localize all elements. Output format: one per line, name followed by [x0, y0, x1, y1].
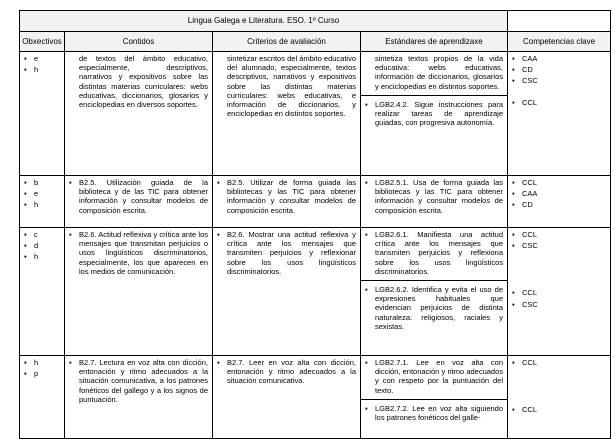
objective-item: e	[34, 54, 39, 63]
objectives-cell: ▪ h ▪ p	[20, 356, 65, 439]
curriculum-table	[19, 10, 611, 439]
criteria-cell	[213, 52, 361, 176]
content-text: de textos del ámbito educativo, especialmente, descriptivos, narrativos y expositivos sobre las distintas materias curriculares: webs educativas, diccionarios, glosarios y enciclopedias en diversos soportes.	[79, 54, 208, 110]
header-competences: Competencias clave	[508, 32, 611, 52]
standard-text: LGB2.6.1. Manifiesta una actitud crítica ante los mensajes que transmiten perjuicios y reflexiona sobre los usos lingüísticos discriminatorios.	[375, 230, 504, 276]
standards-cell: ▪ LGB2.7.1. Lee en voz alta con dicción, entonación y ritmo adecuados y con respeto por la puntuación del texto. ▪ LGB2.7.2. Lee en voz alta siguiendo los patrones fonéticos del galle-	[361, 356, 508, 439]
competence-item: CCL	[522, 97, 538, 107]
table-row	[20, 228, 611, 356]
objective-item: d	[34, 241, 39, 251]
criteria-text: sintetizar escritos del ámbito educativo del alumnado, especialmente, textos descriptivos, narrativos y expositivos sobre las distintas materias curriculares: webs educativas, e información de diccionarios, y enciclopedias en distintos soportes.	[227, 54, 356, 119]
objective-item: p	[34, 369, 39, 379]
content-text: B2.7. Lectura en voz alta con dicción, entonación y ritmo adecuados a la situación comunicativa, a los patrones fonéticos del gallego y a los signos de puntuación.	[79, 358, 208, 404]
header-standards: Estándares de aprendizaxe	[361, 32, 508, 52]
objective-item: h	[34, 358, 39, 367]
competence-item: CAA	[522, 54, 538, 63]
standards-cell: ▪ LGB2.6.1. Manifiesta una actitud crítica ante los mensajes que transmiten perjuicios y reflexiona sobre los usos lingüísticos discriminatorios. ▪ LGB2.6.2. Identifica y evita el uso de expresiones habituales que evidencian perjuicios de distinta naturaleza: religiosos, raciales y sexistas.	[361, 228, 508, 356]
content-cell: ▪ B2.5. Utilización guiada de la biblioteca y de las TIC para obtener información y consultar modelos de composición escrita.	[65, 176, 213, 228]
objective-item: h	[34, 65, 39, 75]
content-text: B2.6. Actitud reflexiva y crítica ante los mensajes que transmitan perjuicios o usos lingüísticos discriminatorios, especialmente, los que aparecen en los medios de comunicación.	[79, 230, 208, 276]
table-title: Lingua Galega e Literatura. ESO. 1º Curso	[20, 11, 508, 32]
standards-cell: ▪ LGB2.5.1. Usa de forma guiada las bibliotecas y las TIC para obtener información y consultar modelos de composición escrita.	[361, 176, 508, 228]
objective-item: h	[34, 200, 39, 210]
objective-item: c	[34, 230, 38, 239]
table-row	[20, 176, 611, 228]
competence-item: CSC	[522, 299, 538, 309]
competence-item: CCL	[522, 178, 538, 187]
objectives-cell: ▪ e ▪ h	[20, 52, 65, 176]
content-cell	[65, 52, 213, 176]
criteria-text: B2.7. Leer en voz alta con dicción, entonación y ritmo adecuados a la situación comunicativa.	[227, 358, 356, 386]
standard-text: LGB2.7.2. Lee en voz alta siguiendo los patrones fonéticos del galle-	[375, 403, 504, 423]
criteria-text: B2.5. Utilizar de forma guiada las bibliotecas y las TIC para obtener información y consultar modelos de composición escrita.	[227, 178, 356, 215]
standard-text: LGB2.4.2. Sigue instrucciones para realizar tareas de aprendizaje guiadas, con progresiva autonomía.	[375, 99, 504, 128]
table-row	[20, 52, 611, 176]
standards-cell: sintetiza textos propios de la vida educativa: webs educativas, información de diccionarios, glosarios y enciclopedias en distintos soportes. ▪ LGB2.4.2. Sigue instrucciones para realizar tareas de aprendizaje guiadas, con progresiva autonomía.	[361, 52, 508, 176]
competences-cell: ▪ CCL ▪ CCL	[508, 356, 611, 439]
competence-item: CCL	[522, 405, 538, 415]
competence-item: CCL	[522, 358, 538, 367]
objectives-cell: ▪ c ▪ d ▪ h	[20, 228, 65, 356]
header-criteria: Criterios de avaliación	[213, 32, 361, 52]
content-cell: ▪ B2.7. Lectura en voz alta con dicción, entonación y ritmo adecuados a la situación comunicativa, a los patrones fonéticos del gallego y a los signos de puntuación.	[65, 356, 213, 439]
header-objectives: Obxectivos	[20, 32, 65, 52]
standard-text: LGB2.7.1. Lee en voz alta con dicción, entonación y ritmo adecuados y con respeto por la puntuación del texto.	[375, 358, 504, 395]
standard-text: LGB2.6.2. Identifica y evita el uso de expresiones habituales que evidencian perjuicios de distinta naturaleza: religiosos, raciales y sexistas.	[375, 285, 504, 331]
competence-item: CD	[522, 65, 533, 75]
content-text: B2.5. Utilización guiada de la biblioteca y de las TIC para obtener información y consultar modelos de composición escrita.	[79, 178, 208, 215]
criteria-cell: ▪ B2.5. Utilizar de forma guiada las bibliotecas y las TIC para obtener información y consultar modelos de composición escrita.	[213, 176, 361, 228]
competence-item: CAA	[522, 189, 538, 199]
table-row	[20, 356, 611, 439]
competences-cell: ▪ CCL ▪ CSC ▪ CCL ▪ CSC	[508, 228, 611, 356]
competence-item: CCL	[522, 230, 538, 239]
standard-text: sintetiza textos propios de la vida educativa: webs educativas, información de diccionarios, glosarios y enciclopedias en distintos soportes.	[375, 54, 504, 91]
header-contents: Contidos	[65, 32, 213, 52]
criteria-cell: ▪ B2.7. Leer en voz alta con dicción, entonación y ritmo adecuados a la situación comunicativa.	[213, 356, 361, 439]
objective-item: b	[34, 178, 39, 187]
competence-item: CD	[522, 200, 533, 210]
objectives-cell: ▪ b ▪ e ▪ h	[20, 176, 65, 228]
criteria-text: B2.6. Mostrar una actitud reflexiva y crítica ante los mensajes que transmiten perjuicios y reflexionar sobre los usos lingüísticos discriminatorios.	[227, 230, 356, 276]
competences-cell: ▪ CCL ▪ CAA ▪ CD	[508, 176, 611, 228]
standard-text: LGB2.5.1. Usa de forma guiada las bibliotecas y las TIC para obtener información y consultar modelos de composición escrita.	[375, 178, 504, 215]
competence-item: CSC	[522, 76, 538, 86]
criteria-cell: ▪ B2.6. Mostrar una actitud reflexiva y crítica ante los mensajes que transmiten perjuicios y reflexionar sobre los usos lingüísticos discriminatorios.	[213, 228, 361, 356]
title-corner-cell	[508, 11, 611, 32]
objective-item: e	[34, 189, 39, 199]
objective-item: h	[34, 252, 39, 262]
content-cell: ▪ B2.6. Actitud reflexiva y crítica ante los mensajes que transmitan perjuicios o usos lingüísticos discriminatorios, especialmente, los que aparecen en los medios de comunicación.	[65, 228, 213, 356]
competence-item: CCL	[522, 288, 538, 298]
competences-cell: ▪ CAA ▪ CD ▪ CSC ▪ CCL	[508, 52, 611, 176]
competence-item: CSC	[522, 241, 538, 251]
